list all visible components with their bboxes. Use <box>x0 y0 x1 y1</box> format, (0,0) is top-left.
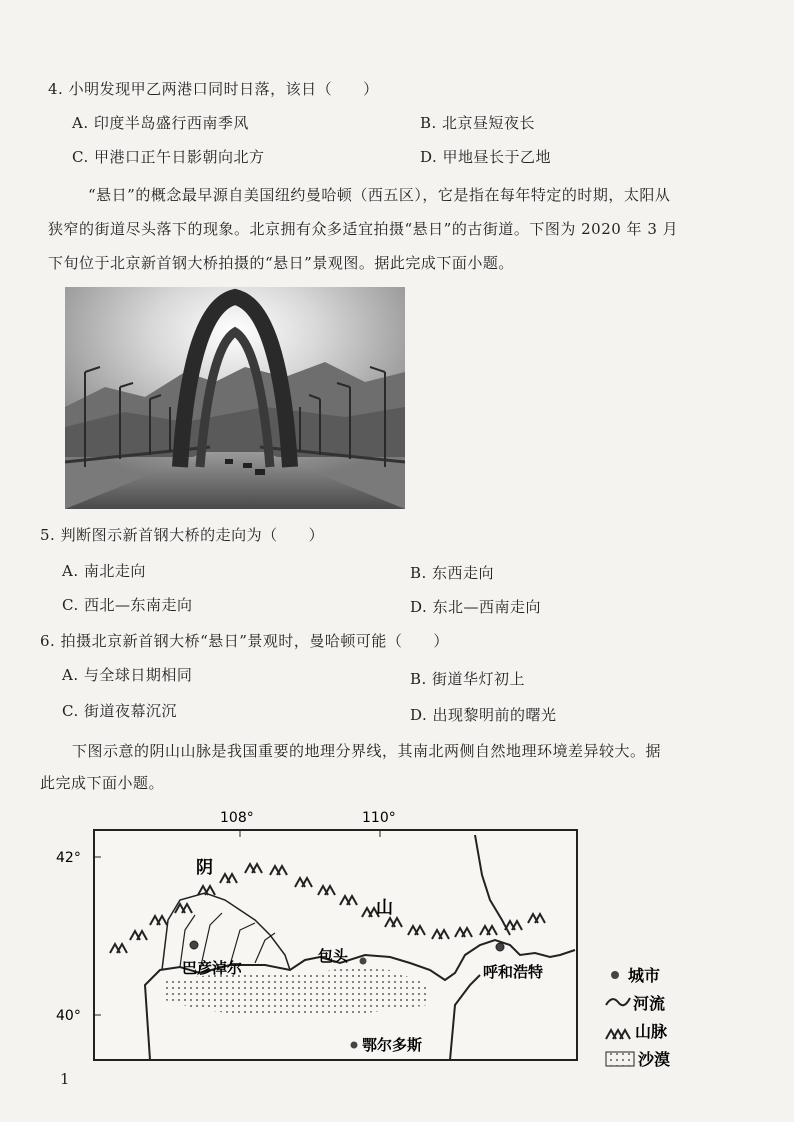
q4-option-c: C. 甲港口正午日影朝向北方 <box>72 148 265 166</box>
map-graphic <box>50 805 700 1075</box>
q6-option-b: B. 街道华灯初上 <box>410 670 526 688</box>
q5-option-b: B. 东西走向 <box>410 564 495 582</box>
shan-label: 山 <box>376 898 393 918</box>
q6-option-c: C. 街道夜幕沉沉 <box>62 702 177 720</box>
intro1-line2: 狭窄的街道尽头落下的现象。北京拥有众多适宜拍摄“悬日”的古街道。下图为 2020 年 3 月 <box>48 220 679 238</box>
map-legend <box>606 966 670 1069</box>
ordos-label: 鄂尔多斯 <box>362 1036 423 1054</box>
intro1-line1: “悬日”的概念最早源自美国纽约曼哈顿（西五区），它是指在每年特定的时期，太阳从 <box>88 186 671 204</box>
legend-city-icon <box>611 971 619 979</box>
q5-stem: 5. 判断图示新首钢大桥的走向为（ ） <box>40 526 325 544</box>
legend-desert-icon <box>606 1052 634 1066</box>
yin-label: 阴 <box>196 858 213 878</box>
hohhot-city-icon <box>496 943 504 951</box>
baotou-city-icon <box>360 958 367 965</box>
lat-42-label: 42° <box>56 850 81 866</box>
intro1-line3: 下旬位于北京新首钢大桥拍摄的“悬日”景观图。据此完成下面小题。 <box>48 254 514 272</box>
q5-option-d: D. 东北—西南走向 <box>410 598 542 616</box>
intro2-line1: 下图示意的阴山山脉是我国重要的地理分界线，其南北两侧自然地理环境差异较大。据 <box>72 742 662 760</box>
q6-option-d: D. 出现黎明前的曙光 <box>410 706 557 724</box>
lon-110-label: 110° <box>362 810 396 826</box>
baotou-label: 包头 <box>318 947 349 965</box>
q6-stem: 6. 拍摄北京新首钢大桥“悬日”景观时，曼哈顿可能（ ） <box>40 632 449 650</box>
q5-option-c: C. 西北—东南走向 <box>62 596 193 614</box>
q5-option-a: A. 南北走向 <box>62 562 146 580</box>
q4-option-b: B. 北京昼短夜长 <box>420 114 536 132</box>
q4-option-d: D. 甲地昼长于乙地 <box>420 148 552 166</box>
legend-river-label: 河流 <box>633 994 666 1013</box>
legend-desert-label: 沙漠 <box>638 1050 671 1069</box>
lon-108-label: 108° <box>220 810 254 826</box>
page-number: 1 <box>60 1070 70 1088</box>
q6-option-a: A. 与全球日期相同 <box>62 666 193 684</box>
hohhot-label: 呼和浩特 <box>483 963 544 981</box>
intro2-line2: 此完成下面小题。 <box>40 774 165 792</box>
q4-stem: 4. 小明发现甲乙两港口同时日落，该日（ ） <box>48 80 379 98</box>
ordos-city-icon <box>351 1042 358 1049</box>
legend-mountain-label: 山脉 <box>635 1022 668 1041</box>
legend-city-label: 城市 <box>628 966 661 985</box>
bayannur-city-icon <box>190 941 198 949</box>
bridge-photo-graphic <box>65 287 405 509</box>
legend-mountain-icon <box>606 1030 630 1039</box>
yinshan-map <box>50 805 700 1075</box>
bayannur-label: 巴彦淖尔 <box>182 959 243 977</box>
map-frame <box>94 830 577 1060</box>
lat-40-label: 40° <box>56 1008 81 1024</box>
bridge-sunset-photo <box>65 287 405 509</box>
q4-option-a: A. 印度半岛盛行西南季风 <box>72 114 249 132</box>
legend-river-icon <box>606 998 630 1005</box>
